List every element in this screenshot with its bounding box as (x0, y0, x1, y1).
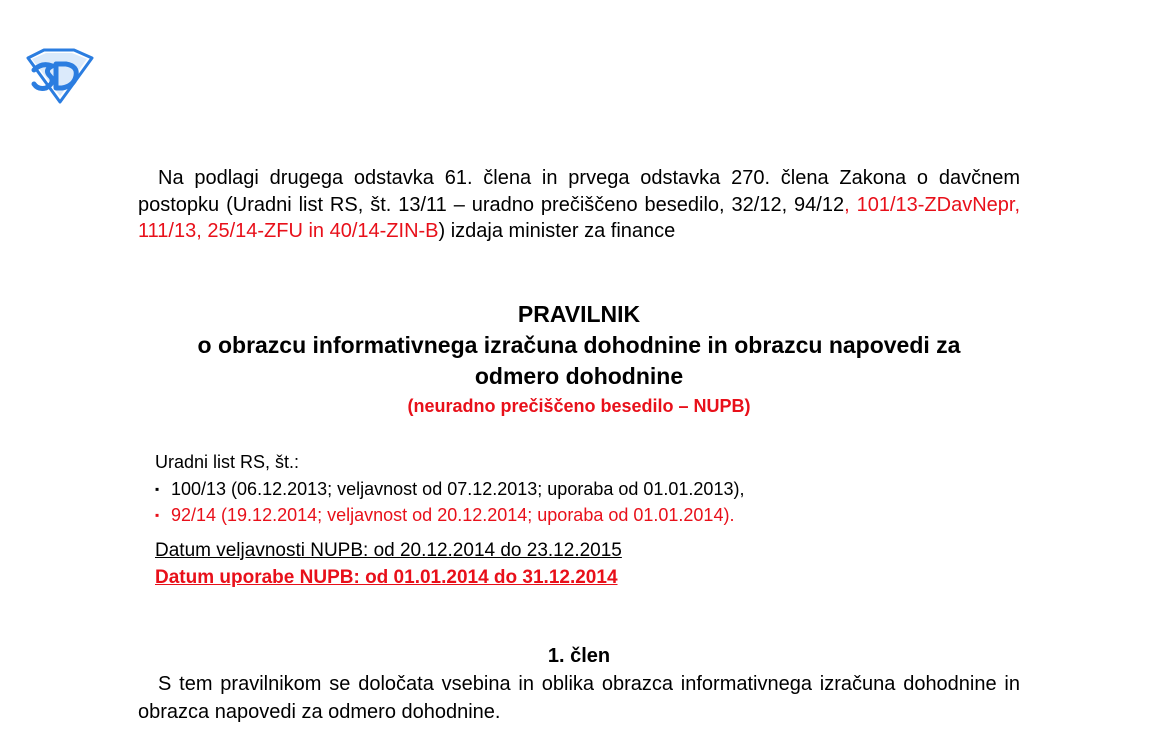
intro-paragraph (138, 165, 1020, 245)
validity-dates (155, 537, 622, 591)
document-title-block (138, 298, 1020, 420)
sd-shield-logo-icon (22, 48, 96, 104)
list-item (155, 502, 744, 529)
use-date: Datum uporabe NUPB: od 01.01.2014 do 31.12.2014 (155, 567, 618, 588)
document-subtitle: o obrazcu informativnega izračuna dohodnine in obrazcu napovedi za odmero dohodnine (197, 332, 961, 389)
intro-text-end: ) izdaja minister za finance (438, 220, 676, 242)
gazette-item-text: 100/13 (06.12.2013; veljavnost od 07.12.2013; uporaba od 01.01.2013), (171, 478, 745, 499)
unofficial-consolidated-note: (neuradno prečiščeno besedilo – NUPB) (407, 396, 751, 416)
gazette-item-text: 92/14 (19.12.2014; veljavnost od 20.12.2014; uporaba od 01.01.2014). (171, 505, 735, 525)
validity-date: Datum veljavnosti NUPB: od 20.12.2014 do 23.12.2015 (155, 540, 622, 561)
bullet-icon: ▪ (155, 481, 160, 496)
document-heading: PRAVILNIK (517, 301, 641, 327)
gazette-list (155, 449, 744, 529)
article-1-text: S tem pravilnikom se določata vsebina in oblika obrazca informativnega izračuna dohodnine in obrazca napovedi za odmero dohodnine. (138, 673, 1020, 723)
bullet-icon: ▪ (155, 508, 160, 522)
gazette-label: Uradni list RS, št.: (155, 452, 300, 472)
article-1-body (138, 670, 1020, 726)
list-item (155, 476, 744, 503)
article-1-title: 1. člen (547, 645, 611, 667)
intro-amendments: , 101/13-ZDavNepr, 111/13, 25/14-ZFU in 40/14-ZIN-B (138, 193, 1020, 242)
intro-text-start: Na podlagi drugega odstavka 61. člena in prvega odstavka 270. člena Zakona o davčnem postopku (Uradni list RS, št. 13/11 – uradno prečiščeno besedilo, 32/12, 94/12 (138, 167, 1020, 216)
